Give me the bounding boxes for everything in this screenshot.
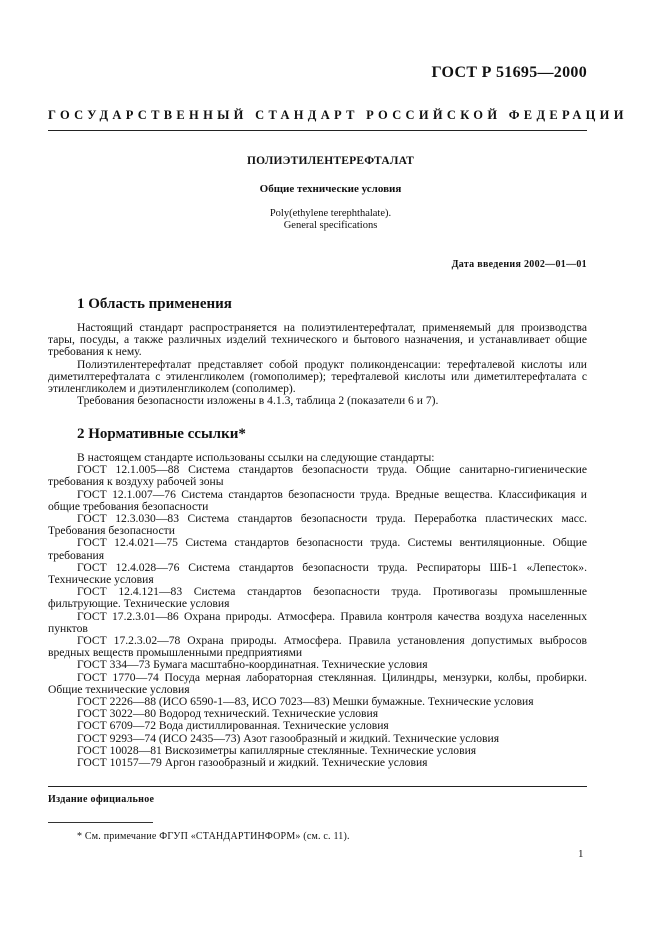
section-2-heading: 2 Нормативные ссылки* bbox=[77, 426, 246, 442]
reference-item: ГОСТ 12.1.005—88 Система стандартов безопасности труда. Общие санитарно-гигиенические требования к воздуху рабочей зоны bbox=[48, 463, 587, 489]
document-subtitle: Общие технические условия bbox=[259, 183, 402, 195]
reference-item: ГОСТ 12.4.028—76 Система стандартов безопасности труда. Респираторы ШБ-1 «Лепесток». Технические условия bbox=[48, 560, 587, 587]
reference-item: ГОСТ 12.4.121—83 Система стандартов безопасности труда. Противогазы промышленные фильтрующие. Технические условия bbox=[48, 585, 587, 611]
section-1-heading: 1 Область применения bbox=[77, 296, 232, 312]
reference-item: ГОСТ 334—73 Бумага масштабно-координатная. Технические условия bbox=[77, 658, 428, 672]
section-1-paragraph: Полиэтилентерефталат представляет собой продукт поликонденсации: терефталевой кислоты или диметилтерефталата с этиленгликолем (гомополимер); терефталевой кислоты или диметилтерефталата с этиленгликолем и диэтиленгликолем (сополимер). bbox=[48, 357, 587, 396]
top-divider bbox=[48, 130, 587, 131]
english-title-line-1: Poly(ethylene terephthalate). bbox=[269, 208, 392, 219]
english-title-line-2: General specifications bbox=[283, 220, 378, 231]
reference-item: ГОСТ 10028—81 Вискозиметры капиллярные стеклянные. Технические условия bbox=[77, 743, 477, 757]
reference-item: ГОСТ 12.1.007—76 Система стандартов безопасности труда. Вредные вещества. Классификация и общие требования безопасности bbox=[48, 487, 587, 513]
edition-label: Издание официальное bbox=[48, 794, 155, 805]
page-number: 1 bbox=[578, 848, 584, 860]
reference-item: ГОСТ 9293—74 (ИСО 2435—73) Азот газообразный и жидкий. Технические условия bbox=[77, 731, 500, 745]
gost-number: ГОСТ Р 51695—2000 bbox=[431, 64, 587, 81]
reference-item: ГОСТ 2226—88 (ИСО 6590-1—83, ИСО 7023—83) Мешки бумажные. Технические условия bbox=[77, 695, 534, 709]
reference-item: ГОСТ 12.3.030—83 Система стандартов безопасности труда. Переработка пластических масс. Требования безопасности bbox=[48, 512, 587, 538]
english-title bbox=[0, 208, 661, 232]
reference-item: ГОСТ 17.2.3.01—86 Охрана природы. Атмосфера. Правила контроля качества воздуха населенных пунктов bbox=[48, 609, 587, 635]
section-1-paragraph: Требования безопасности изложены в 4.1.3, таблица 2 (показатели 6 и 7). bbox=[77, 394, 439, 408]
introduction-date: Дата введения 2002—01—01 bbox=[451, 259, 587, 270]
reference-item: ГОСТ 10157—79 Аргон газообразный и жидкий. Технические условия bbox=[77, 756, 428, 770]
footnote-divider bbox=[48, 822, 153, 823]
reference-item: ГОСТ 3022—80 Водород технический. Технические условия bbox=[77, 707, 379, 721]
section-1-body bbox=[48, 322, 587, 407]
section-1-paragraph: Настоящий стандарт распространяется на полиэтилентерефталат, применяемый для производства тары, посуды, а также различных изделий технического и бытового назначения, и устанавливает общие требования к нему. bbox=[48, 321, 587, 359]
reference-item: ГОСТ 17.2.3.02—78 Охрана природы. Атмосфера. Правила установления допустимых выбросов вредных веществ промышленными предприятиями bbox=[48, 634, 587, 660]
reference-item: ГОСТ 12.4.021—75 Система стандартов безопасности труда. Системы вентиляционные. Общие требования bbox=[48, 536, 587, 562]
reference-item: ГОСТ 1770—74 Посуда мерная лабораторная стеклянная. Цилиндры, мензурки, колбы, пробирки. Общие технические условия bbox=[48, 670, 587, 696]
edition-divider bbox=[48, 786, 587, 787]
document-title: ПОЛИЭТИЛЕНТЕРЕФТАЛАТ bbox=[247, 155, 414, 167]
normative-references-list bbox=[48, 452, 587, 769]
references-intro: В настоящем стандарте использованы ссылки на следующие стандарты: bbox=[77, 451, 435, 464]
state-standard-banner: ГОСУДАРСТВЕННЫЙ СТАНДАРТ РОССИЙСКОЙ ФЕДЕРАЦИИ bbox=[48, 108, 628, 122]
reference-item: ГОСТ 6709—72 Вода дистиллированная. Технические условия bbox=[77, 719, 389, 733]
footnote: * См. примечание ФГУП «СТАНДАРТИНФОРМ» (см. с. 11). bbox=[77, 831, 350, 842]
